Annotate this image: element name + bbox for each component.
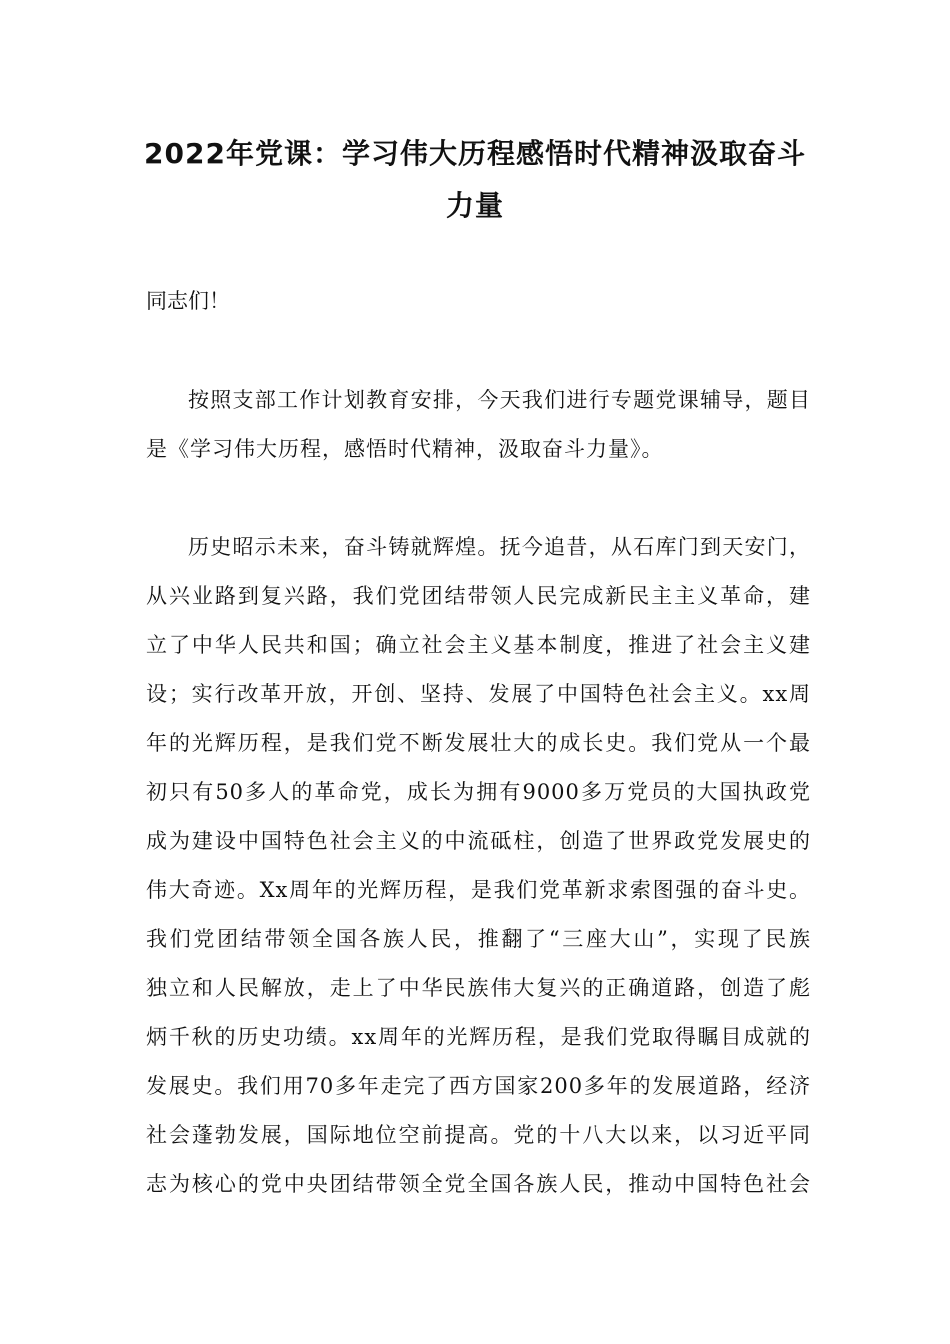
- paragraph-line: 是《学习伟大历程，感悟时代精神，汲取奋斗力量》。: [146, 437, 664, 461]
- paragraph-intro: [146, 376, 811, 474]
- title-line-1: 2022年党课：学习伟大历程感悟时代精神汲取奋斗: [144, 137, 806, 170]
- paragraph-line: 伟大奇迹。Xx周年的光辉历程，是我们党革新求索图强的奋斗史。: [146, 878, 811, 902]
- paragraph-line: 炳千秋的历史功绩。xx周年的光辉历程，是我们党取得瞩目成就的: [146, 1025, 811, 1049]
- paragraph-line: 成为建设中国特色社会主义的中流砥柱，创造了世界政党发展史的: [146, 829, 811, 853]
- paragraph-line: 志为核心的党中央团结带领全党全国各族人民，推动中国特色社会: [146, 1172, 811, 1196]
- paragraph-history: [146, 523, 811, 1209]
- paragraph-line: 我们党团结带领全国各族人民，推翻了“三座大山”，实现了民族: [146, 927, 811, 951]
- paragraph-line: 从兴业路到复兴路，我们党团结带领人民完成新民主主义革命，建: [146, 584, 811, 608]
- paragraph-line: 社会蓬勃发展，国际地位空前提高。党的十八大以来，以习近平同: [146, 1123, 811, 1147]
- paragraph-line: 初只有50多人的革命党，成长为拥有9000多万党员的大国执政党: [146, 780, 811, 804]
- paragraph-line: 立了中华人民共和国；确立社会主义基本制度，推进了社会主义建: [146, 633, 811, 657]
- paragraph-line: 设；实行改革开放，开创、坚持、发展了中国特色社会主义。xx周: [146, 682, 811, 706]
- paragraph-line: 历史昭示未来，奋斗铸就辉煌。抚今追昔，从石库门到天安门，: [188, 535, 811, 559]
- paragraph-line: 独立和人民解放，走上了中华民族伟大复兴的正确道路，创造了彪: [146, 976, 811, 1000]
- salutation: 同志们！: [146, 289, 230, 313]
- paragraph-line: 年的光辉历程，是我们党不断发展壮大的成长史。我们党从一个最: [146, 731, 811, 755]
- title-line-2: 力量: [445, 189, 504, 222]
- paragraph-line: 发展史。我们用70多年走完了西方国家200多年的发展道路，经济: [146, 1074, 811, 1098]
- paragraph-line: 按照支部工作计划教育安排，今天我们进行专题党课辅导，题目: [188, 388, 811, 412]
- document-title: [100, 128, 850, 232]
